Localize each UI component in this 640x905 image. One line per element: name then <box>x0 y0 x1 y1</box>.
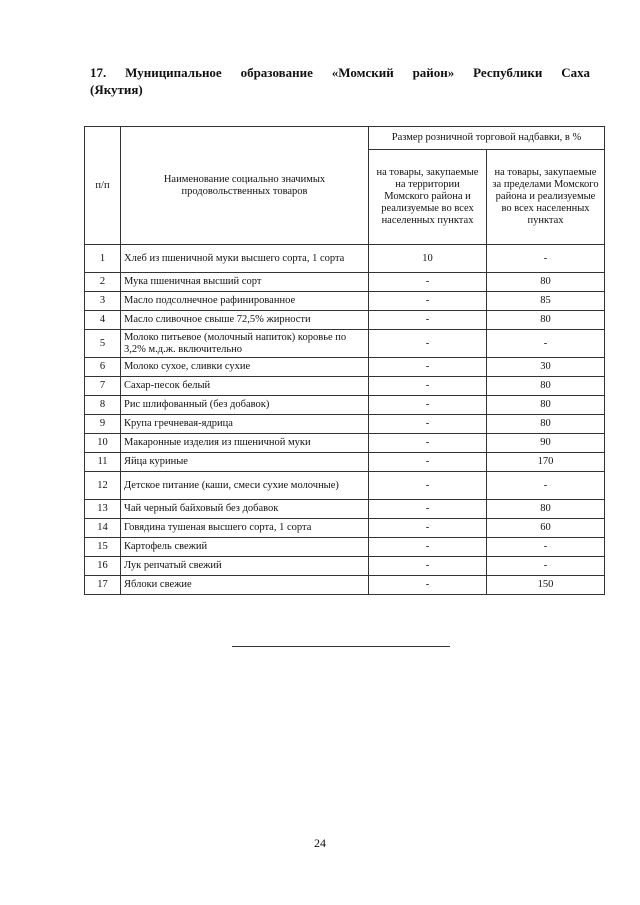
markup-local: 10 <box>369 245 487 273</box>
markup-imported: - <box>487 245 605 273</box>
markup-local: - <box>369 396 487 415</box>
markup-imported: 80 <box>487 415 605 434</box>
row-number: 8 <box>85 396 121 415</box>
heading-word: район» <box>412 65 455 80</box>
row-number: 9 <box>85 415 121 434</box>
markup-local: - <box>369 472 487 500</box>
heading-word: Республики <box>473 65 543 80</box>
header-number: п/п <box>85 127 121 245</box>
heading-word: Саха <box>561 65 590 80</box>
product-name: Картофель свежий <box>121 538 369 557</box>
header-imported-goods: на товары, закупаемые за пределами Момского района и реализуемые во всех населенных пунктах <box>487 150 605 245</box>
markup-imported: 60 <box>487 519 605 538</box>
markup-imported: 80 <box>487 500 605 519</box>
markup-local: - <box>369 273 487 292</box>
section-heading-line-1 <box>90 64 590 81</box>
row-number: 4 <box>85 311 121 330</box>
table-row <box>85 292 605 311</box>
markup-table <box>84 126 605 595</box>
markup-local: - <box>369 500 487 519</box>
markup-imported: 80 <box>487 396 605 415</box>
header-markup-group: Размер розничной торговой надбавки, в % <box>369 127 605 150</box>
markup-imported: 90 <box>487 434 605 453</box>
product-name: Макаронные изделия из пшеничной муки <box>121 434 369 453</box>
row-number: 7 <box>85 377 121 396</box>
product-name: Яйца куриные <box>121 453 369 472</box>
product-name: Крупа гречневая-ядрица <box>121 415 369 434</box>
heading-word: образование <box>240 65 313 80</box>
row-number: 15 <box>85 538 121 557</box>
markup-local: - <box>369 453 487 472</box>
markup-imported: 80 <box>487 273 605 292</box>
table-row <box>85 453 605 472</box>
markup-local: - <box>369 434 487 453</box>
section-heading <box>90 64 590 98</box>
markup-local: - <box>369 330 487 358</box>
row-number: 11 <box>85 453 121 472</box>
table-row <box>85 330 605 358</box>
product-name: Хлеб из пшеничной муки высшего сорта, 1 сорта <box>121 245 369 273</box>
product-name: Молоко сухое, сливки сухие <box>121 358 369 377</box>
page-number: 24 <box>314 836 326 850</box>
row-number: 2 <box>85 273 121 292</box>
row-number: 14 <box>85 519 121 538</box>
row-number: 3 <box>85 292 121 311</box>
markup-imported: 30 <box>487 358 605 377</box>
section-heading-line-2: (Якутия) <box>90 82 143 97</box>
product-name: Мука пшеничная высший сорт <box>121 273 369 292</box>
row-number: 17 <box>85 576 121 595</box>
row-number: 13 <box>85 500 121 519</box>
markup-local: - <box>369 576 487 595</box>
table-row <box>85 557 605 576</box>
product-name: Говядина тушеная высшего сорта, 1 сорта <box>121 519 369 538</box>
section-number: 17. <box>90 65 107 80</box>
table-row <box>85 396 605 415</box>
row-number: 16 <box>85 557 121 576</box>
table-row <box>85 415 605 434</box>
markup-imported: - <box>487 557 605 576</box>
markup-imported: 85 <box>487 292 605 311</box>
markup-local: - <box>369 311 487 330</box>
row-number: 1 <box>85 245 121 273</box>
table-body <box>85 245 605 595</box>
table-row <box>85 538 605 557</box>
table-row <box>85 273 605 292</box>
product-name: Молоко питьевое (молочный напиток) коровье по 3,2% м.д.ж. включительно <box>121 330 369 358</box>
table-row <box>85 311 605 330</box>
product-name: Рис шлифованный (без добавок) <box>121 396 369 415</box>
table-row <box>85 358 605 377</box>
row-number: 12 <box>85 472 121 500</box>
table-row <box>85 519 605 538</box>
markup-local: - <box>369 415 487 434</box>
product-name: Масло подсолнечное рафинированное <box>121 292 369 311</box>
table-row <box>85 500 605 519</box>
product-name: Лук репчатый свежий <box>121 557 369 576</box>
product-name: Масло сливочное свыше 72,5% жирности <box>121 311 369 330</box>
markup-imported: - <box>487 538 605 557</box>
header-local-goods: на товары, закупаемые на территории Момского района и реализуемые во всех населенных пунктах <box>369 150 487 245</box>
product-name: Сахар-песок белый <box>121 377 369 396</box>
markup-imported: 80 <box>487 377 605 396</box>
heading-word: Муниципальное <box>125 65 222 80</box>
row-number: 5 <box>85 330 121 358</box>
markup-imported: - <box>487 472 605 500</box>
markup-imported: 170 <box>487 453 605 472</box>
markup-imported: - <box>487 330 605 358</box>
table-row <box>85 472 605 500</box>
product-name: Детское питание (каши, смеси сухие молочные) <box>121 472 369 500</box>
markup-local: - <box>369 557 487 576</box>
markup-local: - <box>369 538 487 557</box>
markup-local: - <box>369 292 487 311</box>
header-product-name: Наименование социально значимых продовольственных товаров <box>121 127 369 245</box>
markup-local: - <box>369 377 487 396</box>
table-row <box>85 434 605 453</box>
row-number: 10 <box>85 434 121 453</box>
footer-divider <box>232 646 450 647</box>
markup-imported: 150 <box>487 576 605 595</box>
table-row <box>85 377 605 396</box>
markup-imported: 80 <box>487 311 605 330</box>
table-row <box>85 576 605 595</box>
row-number: 6 <box>85 358 121 377</box>
table-row <box>85 245 605 273</box>
heading-word: «Момский <box>331 65 394 80</box>
product-name: Чай черный байховый без добавок <box>121 500 369 519</box>
markup-local: - <box>369 519 487 538</box>
markup-local: - <box>369 358 487 377</box>
product-name: Яблоки свежие <box>121 576 369 595</box>
